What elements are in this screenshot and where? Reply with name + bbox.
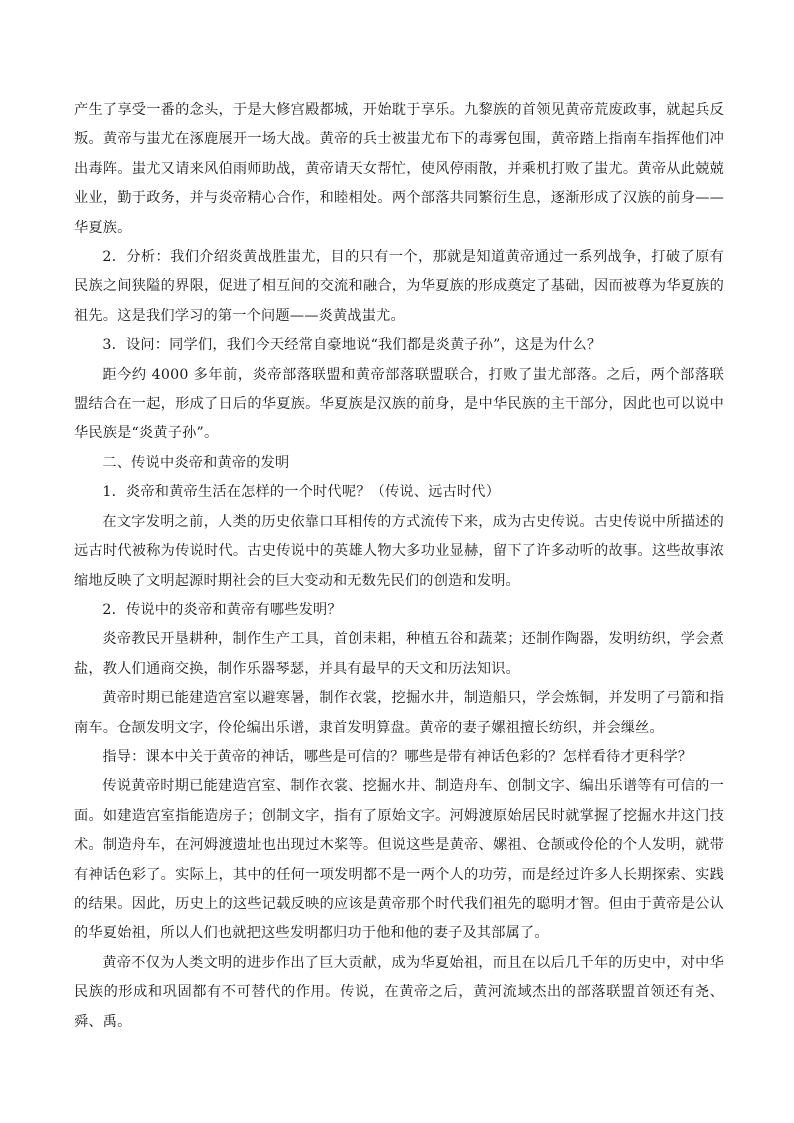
paragraph-conclusion: 黄帝不仅为人类文明的进步作出了巨大贡献，成为华夏始祖，而且在以后几千年的历史中，对中华民族的形成和巩固都有不可替代的作用。传说，在黄帝之后，黄河流域杰出的部落联盟首领还有尧、舜、禹。 (74, 954, 724, 1030)
document-body (74, 96, 724, 1037)
paragraph-subquestion-2: 2．传说中的炎帝和黄帝有哪些发明？ (102, 601, 342, 618)
paragraph-credibility: 传说黄帝时期已能建造宫室、制作衣裳、挖掘水井、制造舟车、创制文字、编出乐谱等有可信的一面。如建造宫室指能造房子；创制文字，指有了原始文字。河姆渡原始居民时就掌握了挖掘水井这门技术。制造舟车，在河姆渡遗址也出现过木桨等。但说这些是黄帝、嫘祖、仓颉或伶伦的个人发明，就带有神话色彩了。实际上，其中的任何一项发明都不是一两个人的功劳，而是经过许多人长期探索、实践的结果。因此，历史上的这些记载反映的应该是黄帝那个时代我们祖先的聪明才智。但由于黄帝是公认的华夏始祖，所以人们也就把这些发明都归功于他和他的妻子及其部属了。 (74, 778, 724, 942)
paragraph-analysis: 2．分析：我们介绍炎黄战胜蚩尤，目的只有一个，那就是知道黄帝通过一系列战争，打破了原有民族之间狭隘的界限，促进了相互间的交流和融合，为华夏族的形成奠定了基础，因而被尊为华夏族的祖先。这是我们学习的第一个问题——炎黄战蚩尤。 (74, 249, 724, 324)
paragraph-guidance: 指导：课本中关于黄帝的神话，哪些是可信的？哪些是带有神话色彩的？怎样看待才更科学？ (102, 748, 693, 765)
paragraph-legend-era: 在文字发明之前，人类的历史依靠口耳相传的方式流传下来，成为古史传说。古史传说中所描述的远古时代被称为传说时代。古史传说中的英雄人物大多功业显赫，留下了许多动听的故事。这些故事浓缩地反映了文明起源时期社会的巨大变动和无数先民们的创造和发明。 (74, 513, 724, 589)
paragraph-huangdi-war: 产生了享受一番的念头，于是大修宫殿都城，开始耽于享乐。九黎族的首领见黄帝荒废政事，就起兵反叛。黄帝与蚩尤在涿鹿展开一场大战。黄帝的兵士被蚩尤布下的毒雾包围，黄帝踏上指南车指挥他们冲出毒阵。蚩尤又请来风伯雨师助战，黄帝请天女帮忙，使风停雨散，并乘机打败了蚩尤。黄帝从此兢兢业业，勤于政务，并与炎帝精心合作，和睦相处。两个部落共同繁衍生息，逐渐形成了汉族的前身——华夏族。 (74, 102, 724, 236)
paragraph-huangdi-inventions: 黄帝时期已能建造宫室以避寒暑，制作衣裳，挖掘水井，制造船只，学会炼铜，并发明了弓箭和指南车。仓颉发明文字，伶伦编出乐谱，隶首发明算盘。黄帝的妻子嫘祖擅长纺织，并会缫丝。 (74, 690, 724, 736)
section-heading: 二、传说中炎帝和黄帝的发明 (102, 454, 290, 471)
paragraph-yandi-inventions: 炎帝教民开垦耕种，制作生产工具，首创耒耜，种植五谷和蔬菜；还制作陶器，发明纺织，学会煮盐，教人们通商交换，制作乐器琴瑟，并具有最早的天文和历法知识。 (74, 631, 724, 677)
paragraph-answer: 距今约 4000 多年前，炎帝部落联盟和黄帝部落联盟联合，打败了蚩尤部落。之后，两个部落联盟结合在一起，形成了日后的华夏族。华夏族是汉族的前身，是中华民族的主干部分，因此也可以说中华民族是“炎黄子孙”。 (74, 366, 724, 442)
paragraph-subquestion-1: 1．炎帝和黄帝生活在怎样的一个时代呢？（传说、远古时代） (102, 484, 501, 501)
paragraph-question: 3．设问：同学们，我们今天经常自豪地说“我们都是炎黄子孙”，这是为什么？ (102, 337, 602, 354)
